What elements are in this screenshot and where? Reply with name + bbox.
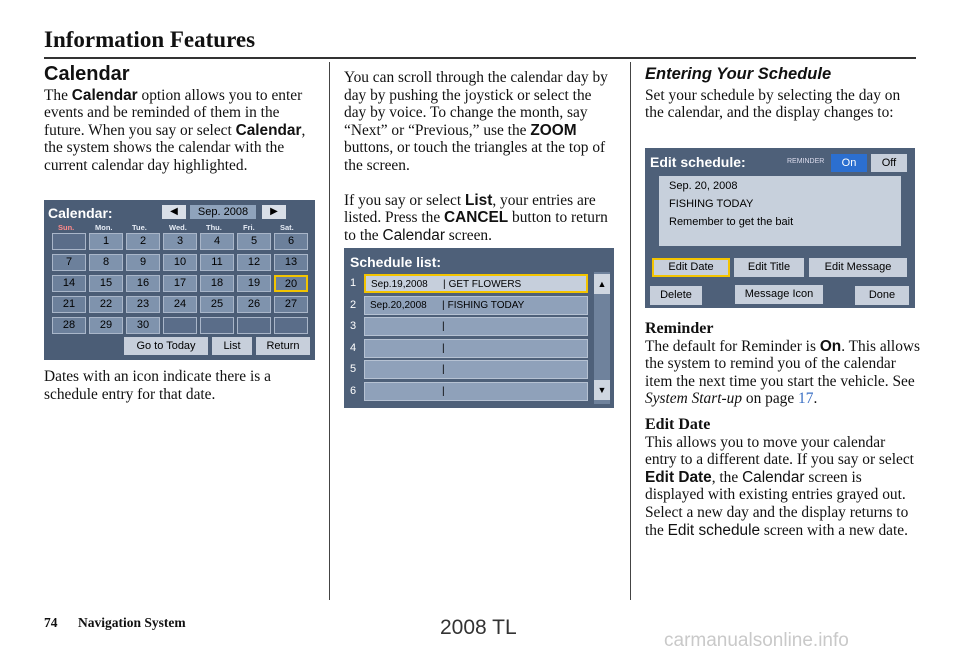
reminder-label: REMINDER <box>787 158 825 165</box>
schedule-row <box>364 296 588 315</box>
calendar-day: 18 <box>200 275 234 292</box>
edit-schedule-screen-image <box>645 148 915 308</box>
schedule-row-number: 4 <box>350 341 357 354</box>
schedule-row-number: 1 <box>350 277 357 289</box>
next-month-icon: ▶ <box>262 205 286 219</box>
calendar-day: 14 <box>52 275 86 292</box>
column-divider-2 <box>630 62 631 600</box>
schedule-message-line: Remember to get the bait <box>669 216 794 228</box>
column-3 <box>645 66 917 122</box>
calendar-day: 8 <box>89 254 123 271</box>
calendar-empty-cell <box>274 317 308 334</box>
edit-date-heading: Edit Date <box>645 415 711 433</box>
calendar-day: 7 <box>52 254 86 271</box>
edit-title-button: Edit Title <box>734 258 804 277</box>
calendar-day: 27 <box>274 296 308 313</box>
reminder-heading: Reminder <box>645 320 714 337</box>
weekday-label: Fri. <box>243 223 255 232</box>
column-3-lower <box>645 320 920 539</box>
calendar-day: 4 <box>200 233 234 250</box>
entering-schedule-text: Set your schedule by selecting the day on the calendar, and the display changes to: <box>645 86 901 122</box>
delete-button: Delete <box>650 286 702 305</box>
calendar-empty-cell <box>237 317 271 334</box>
schedule-row <box>364 360 588 379</box>
schedule-row-number: 5 <box>350 363 357 375</box>
schedule-row-separator: | <box>442 364 445 375</box>
schedule-row-text: FISHING TODAY <box>447 299 525 311</box>
calendar-day: 24 <box>163 296 197 313</box>
schedule-row-date: Sep.20,2008 <box>370 299 427 311</box>
schedule-row <box>364 339 588 358</box>
schedule-row-number: 3 <box>350 320 357 332</box>
edit-date-button: Edit Date <box>652 258 730 277</box>
column-2 <box>344 69 616 244</box>
calendar-day: 21 <box>52 296 86 313</box>
calendar-day: 29 <box>89 317 123 334</box>
calendar-day: 6 <box>274 233 308 250</box>
schedule-row-separator: | <box>442 385 445 397</box>
schedule-row-separator: | <box>442 321 445 332</box>
calendar-day: 20 <box>274 275 308 292</box>
calendar-day: 12 <box>237 254 271 271</box>
calendar-day: 25 <box>200 296 234 313</box>
calendar-day: 15 <box>89 275 123 292</box>
calendar-heading: Calendar <box>44 63 130 85</box>
site-watermark: carmanualsonline.info <box>664 630 849 651</box>
reminder-on-toggle: On <box>831 154 867 172</box>
weekday-label: Wed. <box>169 223 187 232</box>
weekday-label: Mon. <box>95 223 113 232</box>
calendar-empty-cell <box>52 233 86 250</box>
message-icon-button: Message Icon <box>735 285 823 304</box>
schedule-row <box>364 274 588 293</box>
page-number: 74 <box>44 615 58 630</box>
schedule-detail-box <box>659 176 901 246</box>
calendar-day: 13 <box>274 254 308 271</box>
list-paragraph: If you say or select List, your entries are listed. Press the CANCEL button to return to the Calendar screen. <box>344 191 608 244</box>
calendar-intro: The Calendar option allows you to enter events and be reminded of them in the future. When you say or select Calendar, the system shows the calendar with the current calendar day highlighted. <box>44 86 306 174</box>
list-button: List <box>212 337 252 355</box>
schedule-row-separator: | <box>443 279 446 290</box>
dates-icon-note: Dates with an icon indicate there is a schedule entry for that date. <box>44 368 271 403</box>
calendar-day: 3 <box>163 233 197 250</box>
weekday-label: Sun. <box>58 223 75 232</box>
header-rule <box>44 57 916 59</box>
calendar-day: 26 <box>237 296 271 313</box>
calendar-day: 5 <box>237 233 271 250</box>
calendar-day: 16 <box>126 275 160 292</box>
calendar-day: 2 <box>126 233 160 250</box>
schedule-date-line: Sep. 20, 2008 <box>669 180 738 192</box>
weekday-label: Thu. <box>206 223 222 232</box>
edit-message-button: Edit Message <box>809 258 907 277</box>
scroll-paragraph: You can scroll through the calendar day by day by pushing the joystick or select the day by voice. To change the month, say “Next” or “Previous,” use the ZOOM buttons, or touch the triangles at the top of the screen. <box>344 69 608 174</box>
reminder-text: The default for Reminder is On. This allows the system to remind you of the calendar item the next time you start the vehicle. See System Start-up on page 17. <box>645 337 920 408</box>
schedule-screen-title: Schedule list: <box>350 254 442 270</box>
calendar-day: 22 <box>89 296 123 313</box>
weekday-label: Sat. <box>280 223 294 232</box>
schedule-row-text: GET FLOWERS <box>448 279 522 290</box>
go-to-today-button: Go to Today <box>124 337 208 355</box>
page-header-title: Information Features <box>44 27 256 52</box>
schedule-row-number: 2 <box>350 298 357 311</box>
schedule-row-date: Sep.19,2008 <box>371 279 428 290</box>
scroll-down-icon: ▼ <box>594 380 610 400</box>
calendar-day: 11 <box>200 254 234 271</box>
done-button: Done <box>855 286 909 305</box>
schedule-row-separator: | <box>442 299 445 311</box>
prev-month-icon: ◀ <box>162 205 186 219</box>
calendar-empty-cell <box>200 317 234 334</box>
calendar-empty-cell <box>163 317 197 334</box>
calendar-day: 10 <box>163 254 197 271</box>
month-display: Sep. 2008 <box>190 205 256 219</box>
schedule-row-separator: | <box>442 342 445 354</box>
schedule-row <box>364 382 588 401</box>
scroll-up-icon: ▲ <box>594 274 610 294</box>
calendar-day: 1 <box>89 233 123 250</box>
calendar-day: 17 <box>163 275 197 292</box>
calendar-day: 19 <box>237 275 271 292</box>
footer-section: Navigation System <box>78 615 186 630</box>
edit-date-text: This allows you to move your calendar entry to a different date. If you say or select Edit Date, the Calendar screen is displayed with existing entries grayed out. Select a new day and the display returns to the Edit schedule screen with a new date. <box>645 433 914 539</box>
calendar-day: 30 <box>126 317 160 334</box>
calendar-screen-title: Calendar: <box>48 205 113 221</box>
schedule-row-number: 6 <box>350 384 357 397</box>
schedule-list-screen-image <box>344 248 614 408</box>
column-1-lower <box>44 368 316 403</box>
schedule-row <box>364 317 588 336</box>
calendar-day: 9 <box>126 254 160 271</box>
return-button: Return <box>256 337 310 355</box>
reminder-off-toggle: Off <box>871 154 907 172</box>
schedule-title-line: FISHING TODAY <box>669 198 754 210</box>
column-1 <box>44 63 316 175</box>
entering-schedule-heading: Entering Your Schedule <box>645 65 832 83</box>
weekday-label: Tue. <box>132 223 147 232</box>
calendar-day: 23 <box>126 296 160 313</box>
column-divider-1 <box>329 62 330 600</box>
model-watermark: 2008 TL <box>440 616 517 639</box>
calendar-day: 28 <box>52 317 86 334</box>
edit-screen-title: Edit schedule: <box>650 154 746 170</box>
calendar-screen-image <box>44 200 315 360</box>
